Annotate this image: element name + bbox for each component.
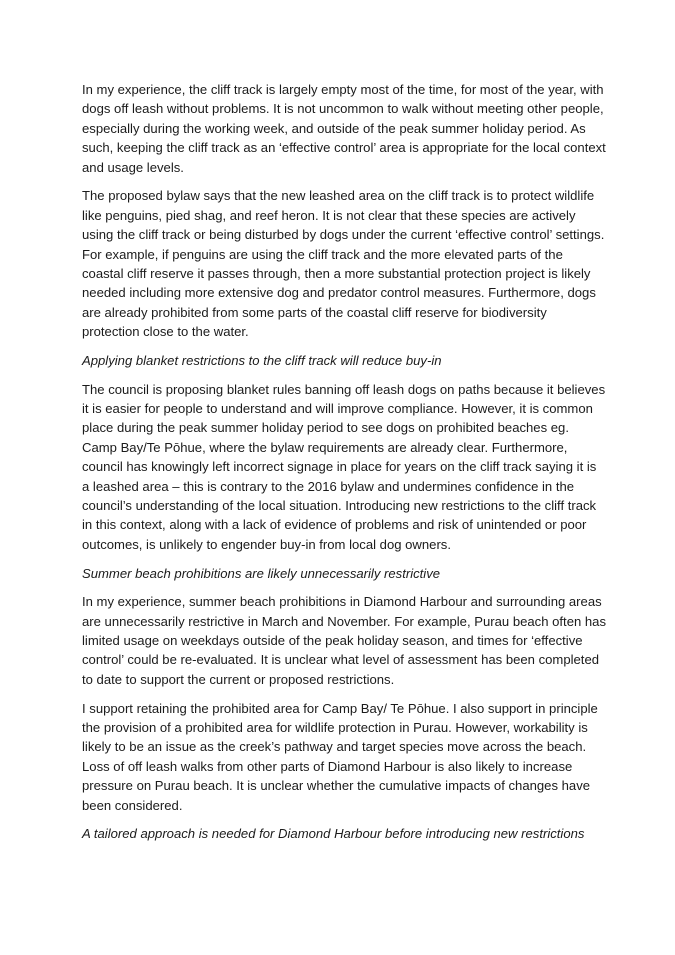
paragraph-wildlife-protection: The proposed bylaw says that the new leashed area on the cliff track is to protect wildlife like penguins, pied shag, and reef heron. It is not clear that these species are actively using the cliff track or being disturbed by dogs under the current ‘effective control’ settings. For example, if penguins are using the cliff track and the more elevated parts of the coastal cliff reserve it passes through, then a more substantial protection project is likely needed including more extensive dog and predator control measures. Furthermore, dogs are already prohibited from some parts of the coastal cliff reserve for biodiversity protection close to the water.	[82, 188, 605, 340]
paragraph-prohibited-areas: I support retaining the prohibited area for Camp Bay/ Te Pōhue. I also support in principle the provision of a prohibited area for wildlife protection in Purau. However, workability is likely to be an issue as the creek’s pathway and target species move across the beach. Loss of off leash walks from other parts of Diamond Harbour is also likely to increase pressure on Purau beach. It is unclear whether the cumulative impacts of changes have been considered.	[82, 700, 598, 813]
section-heading-blanket-restrictions: Applying blanket restrictions to the cliff track will reduce buy-in	[82, 352, 442, 368]
document-page	[82, 80, 607, 853]
paragraph-summer-prohibitions: In my experience, summer beach prohibitions in Diamond Harbour and surrounding areas are unnecessarily restrictive in March and November. For example, Purau beach often has limited usage on weekdays outside of the peak holiday season, and times for ‘effective control’ could be re-evaluated. It is unclear what level of assessment has been completed to date to support the current or proposed restrictions.	[82, 594, 607, 687]
paragraph-cliff-track-usage: In my experience, the cliff track is largely empty most of the time, for most of the year, with dogs off leash without problems. It is not uncommon to walk without meeting other people, especially during the working week, and outside of the peak summer holiday period. As such, keeping the cliff track as an ‘effective control’ area is appropriate for the local context and usage levels.	[82, 82, 606, 175]
section-heading-summer-beach: Summer beach prohibitions are likely unnecessarily restrictive	[82, 565, 441, 581]
paragraph-council-rules: The council is proposing blanket rules banning off leash dogs on paths because it believes it is easier for people to understand and will improve compliance. However, it is common place during the peak summer holiday period to see dogs on prohibited beaches eg. Camp Bay/Te Pōhue, where the bylaw requirements are already clear. Furthermore, council has knowingly left incorrect signage in place for years on the cliff track saying it is a leashed area – this is contrary to the 2016 bylaw and undermines confidence in the council’s understanding of the local situation. Introducing new restrictions to the cliff track in this context, along with a lack of evidence of problems and risk of unintended or poor outcomes, is unlikely to engender buy-in from local dog owners.	[82, 381, 606, 552]
section-heading-tailored-approach: A tailored approach is needed for Diamond Harbour before introducing new restrictions	[82, 826, 585, 842]
